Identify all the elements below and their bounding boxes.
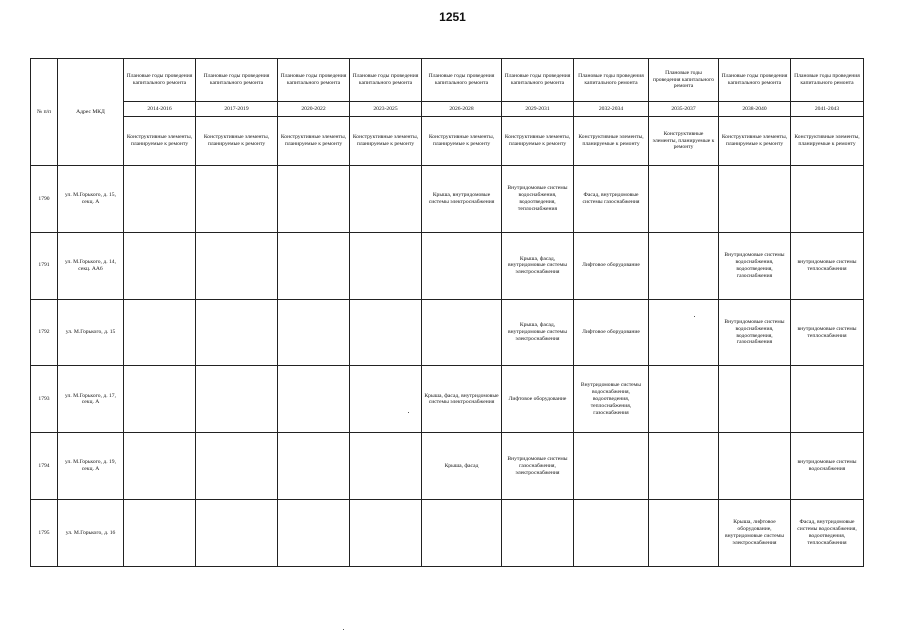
- table-cell: [719, 366, 791, 433]
- table-cell: Лифтовое оборудование: [574, 299, 649, 366]
- table-cell: [196, 232, 278, 299]
- elements-header: Конструктивные элементы, планируемые к ремонту: [422, 117, 502, 166]
- row-address: ул. М.Горького, д. 19, секц. А: [58, 433, 124, 500]
- elements-header: Конструктивные элементы, планируемые к ремонту: [719, 117, 791, 166]
- column-header-period: Плановые годы проведения капитального ремонта: [791, 59, 864, 102]
- table-cell: [350, 166, 422, 233]
- row-number: 1791: [31, 232, 58, 299]
- row-address: ул. М.Горького, д. 15, секц. А: [58, 166, 124, 233]
- table-cell: [278, 433, 350, 500]
- header-row-elements: [31, 117, 864, 166]
- table-cell: Крыша, внутридомовые системы электроснабжения: [422, 166, 502, 233]
- table-cell: внутридомовые системы теплоснабжения: [791, 232, 864, 299]
- year-range-header: 2038-2040: [719, 102, 791, 117]
- column-header-address: Адрес МКД: [58, 59, 124, 166]
- table-row: [31, 299, 864, 366]
- column-header-period: Плановые годы проведения капитального ремонта: [278, 59, 350, 102]
- table-cell: [196, 433, 278, 500]
- table-cell: Внутридомовые системы водоснабжения, водоотведения, газоснабжения: [719, 232, 791, 299]
- table-cell: [124, 299, 196, 366]
- table-cell: [278, 299, 350, 366]
- scan-speck: [694, 316, 695, 317]
- table-cell: Крыша, фасад, внутридомовые системы электроснабжения: [422, 366, 502, 433]
- row-number: 1794: [31, 433, 58, 500]
- row-address: ул. М.Горького, д. 16: [58, 500, 124, 567]
- elements-header: Конструктивные элементы, планируемые к ремонту: [124, 117, 196, 166]
- year-range-header: 2017-2019: [196, 102, 278, 117]
- table-cell: Фасад, внутридомовые системы водоснабжения, водоотведения, теплоснабжения: [791, 500, 864, 567]
- table-cell: [791, 366, 864, 433]
- year-range-header: 2035-2037: [649, 102, 719, 117]
- year-range-header: 2023-2025: [350, 102, 422, 117]
- table-row: [31, 500, 864, 567]
- table-cell: [196, 500, 278, 567]
- table-row: [31, 366, 864, 433]
- table-row: [31, 433, 864, 500]
- table-cell: Внутридомовые системы водоснабжения, водоотведения, газоснабжения: [719, 299, 791, 366]
- column-header-period: Плановые годы проведения капитального ремонта: [719, 59, 791, 102]
- table-cell: [196, 166, 278, 233]
- table-cell: [649, 166, 719, 233]
- column-header-period: Плановые годы проведения капитального ремонта: [350, 59, 422, 102]
- table-cell: [278, 366, 350, 433]
- table-cell: [124, 366, 196, 433]
- header-row-periods: [31, 59, 864, 102]
- elements-header: Конструктивные элементы, планируемые к ремонту: [278, 117, 350, 166]
- table-cell: [124, 232, 196, 299]
- row-number: 1793: [31, 366, 58, 433]
- table-cell: внутридомовые системы водоснабжения: [791, 433, 864, 500]
- table-cell: внутридомовые системы теплоснабжения: [791, 299, 864, 366]
- table-cell: [278, 166, 350, 233]
- row-address: ул. М.Горького, д. 17, секц. А: [58, 366, 124, 433]
- table-cell: [574, 500, 649, 567]
- table-cell: [791, 166, 864, 233]
- table-cell: Лифтовое оборудование: [574, 232, 649, 299]
- table-cell: [502, 500, 574, 567]
- table-cell: [649, 299, 719, 366]
- table-cell: [574, 433, 649, 500]
- table-cell: [649, 232, 719, 299]
- elements-header: Конструктивные элементы, планируемые к ремонту: [502, 117, 574, 166]
- table-cell: Крыша, фасад, внутридомовые системы электроснабжения: [502, 232, 574, 299]
- table-cell: [649, 433, 719, 500]
- elements-header: Конструктивные элементы, планируемые к ремонту: [649, 117, 719, 166]
- table-cell: Крыша, фасад, внутридомовые системы электроснабжения: [502, 299, 574, 366]
- table-cell: Крыша, фасад: [422, 433, 502, 500]
- table-cell: Лифтовое оборудование: [502, 366, 574, 433]
- elements-header: Конструктивные элементы, планируемые к ремонту: [196, 117, 278, 166]
- table-cell: [719, 166, 791, 233]
- elements-header: Конструктивные элементы, планируемые к ремонту: [350, 117, 422, 166]
- row-number: 1792: [31, 299, 58, 366]
- column-header-period: Плановые годы проведения капитального ремонта: [124, 59, 196, 102]
- column-header-period: Плановые годы проведения капитального ремонта: [574, 59, 649, 102]
- table-cell: [422, 299, 502, 366]
- table-row: [31, 232, 864, 299]
- table-cell: [124, 433, 196, 500]
- table-cell: [350, 366, 422, 433]
- year-range-header: 2014-2016: [124, 102, 196, 117]
- table-cell: [196, 366, 278, 433]
- year-range-header: 2020-2022: [278, 102, 350, 117]
- scan-speck: [408, 412, 409, 413]
- table-cell: [278, 500, 350, 567]
- table-cell: [124, 166, 196, 233]
- column-header-period: Плановые годы проведения капитального ремонта: [422, 59, 502, 102]
- table-cell: [350, 500, 422, 567]
- repair-schedule-table: [30, 58, 864, 567]
- table-cell: [196, 299, 278, 366]
- table-cell: [649, 366, 719, 433]
- row-address: ул. М.Горького, д. 14, секц. АА6: [58, 232, 124, 299]
- year-range-header: 2041-2043: [791, 102, 864, 117]
- table-cell: [278, 232, 350, 299]
- table-cell: [719, 433, 791, 500]
- column-header-period: Плановые годы проведения капитального ремонта: [502, 59, 574, 102]
- column-header-number: № п/п: [31, 59, 58, 166]
- table-cell: Внутридомовые системы водоснабжения, водоотведения, теплоснабжения, газоснабжения: [574, 366, 649, 433]
- table-cell: [124, 500, 196, 567]
- page-number: 1251: [439, 10, 466, 24]
- table-row: [31, 166, 864, 233]
- row-address: ул. М.Горького, д. 15: [58, 299, 124, 366]
- table-cell: [649, 500, 719, 567]
- table-cell: [422, 232, 502, 299]
- table-cell: [350, 433, 422, 500]
- elements-header: Конструктивные элементы, планируемые к ремонту: [574, 117, 649, 166]
- year-range-header: 2026-2028: [422, 102, 502, 117]
- table-cell: Крыша, лифтовое оборудование, внутридомовые системы электроснабжения: [719, 500, 791, 567]
- scan-speck: [343, 629, 344, 630]
- elements-header: Конструктивные элементы, планируемые к ремонту: [791, 117, 864, 166]
- table-cell: Внутридомовые системы водоснабжения, водоотведения, теплоснабжения: [502, 166, 574, 233]
- table-cell: [422, 500, 502, 567]
- table-cell: Внутридомовые системы газоснабжения, электроснабжения: [502, 433, 574, 500]
- row-number: 1790: [31, 166, 58, 233]
- table-cell: [350, 232, 422, 299]
- table-cell: Фасад, внутридомовые системы газоснабжения: [574, 166, 649, 233]
- column-header-period: Плановые годы проведения капитального ремонта: [649, 59, 719, 102]
- year-range-header: 2032-2034: [574, 102, 649, 117]
- column-header-period: Плановые годы проведения капитального ремонта: [196, 59, 278, 102]
- header-row-years: [31, 102, 864, 117]
- table-cell: [350, 299, 422, 366]
- year-range-header: 2029-2031: [502, 102, 574, 117]
- row-number: 1795: [31, 500, 58, 567]
